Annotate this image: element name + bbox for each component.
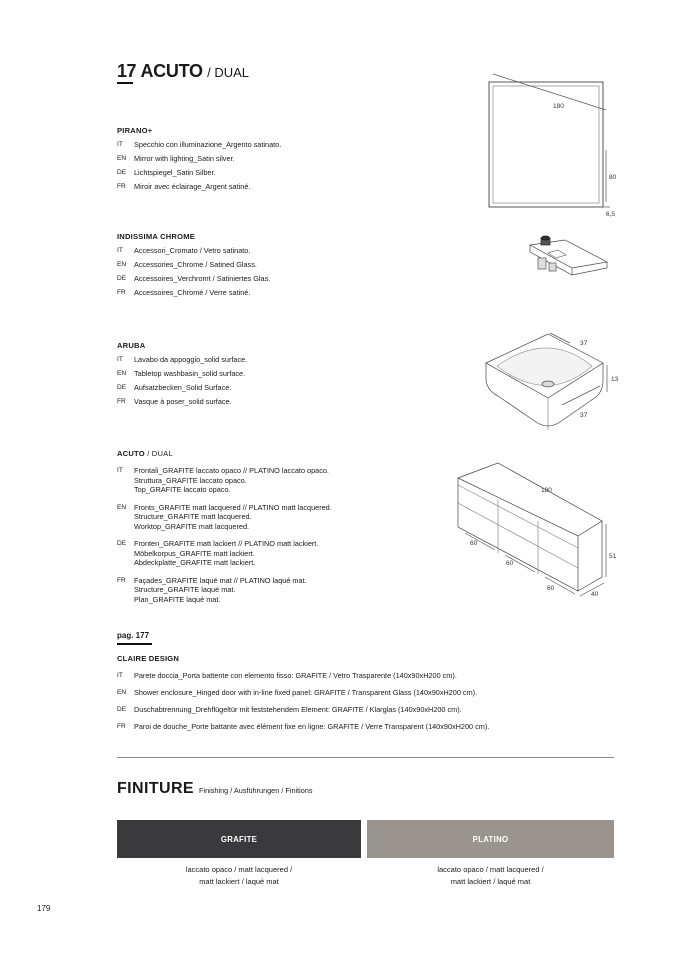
cabinet-top <box>458 463 602 536</box>
swatch-desc-line: laccato opaco / matt lacquered / <box>437 865 544 874</box>
lang-text: Struttura_GRAFITE laccato opaco. <box>134 475 247 485</box>
section-title: CLAIRE DESIGN <box>117 654 180 663</box>
lang-text: Vasque à poser_solid surface. <box>134 397 232 406</box>
lang-text: Duschabtrennung_Drehflügeltür mit feststehendem Element: GRAFITE / Klarglas (140x90xH200 cm). <box>134 705 462 714</box>
page-number: 179 <box>37 904 51 913</box>
lang-text: Lavabo da appoggio_solid surface. <box>134 355 248 364</box>
section-title: PIRANO+ <box>117 126 153 135</box>
lang-text: Worktop_GRAFITE matt lacquered. <box>134 521 250 531</box>
lang-code: FR <box>117 576 126 584</box>
cabinet-drawing <box>458 463 617 598</box>
lang-code: IT <box>117 247 123 254</box>
lang-code: EN <box>117 261 127 268</box>
page-reference[interactable]: pag. 177 <box>117 631 150 640</box>
basin-drain <box>542 381 554 387</box>
lang-code: DE <box>117 384 127 391</box>
page-title-subtitle: / DUAL <box>207 65 250 80</box>
dim-module-2: 60 <box>506 560 514 567</box>
section-title-main: ACUTO <box>117 449 145 458</box>
lang-code: IT <box>117 467 123 474</box>
dim-basin-height: 13 <box>611 376 619 383</box>
lang-text: Frontali_GRAFITE laccato opaco // PLATINO laccato opaco. <box>134 466 329 475</box>
dim-cabinet-depth: 40 <box>591 591 599 598</box>
lang-code: FR <box>117 723 126 730</box>
lang-code: FR <box>117 398 126 405</box>
lang-text: Abdeckplatte_GRAFITE matt lackiert. <box>134 558 256 567</box>
swatch-desc-line: laccato opaco / matt lacquered / <box>185 865 293 874</box>
lang-text: Accessoires_Chromé / Verre satiné. <box>134 288 251 297</box>
lang-text: Specchio con illuminazione_Argento satinato. <box>134 140 282 149</box>
lang-text: Top_GRAFITE laccato opaco. <box>134 485 231 494</box>
swatch-label: GRAFITE <box>220 834 258 844</box>
lang-text: Façades_GRAFITE laqué mat // PLATINO laqué mat. <box>134 575 307 585</box>
lang-text: Accessoires_Verchromt / Satiniertes Glas. <box>134 274 271 283</box>
lang-code: EN <box>117 155 127 162</box>
cabinet-front <box>458 478 578 591</box>
lang-text: Shower enclosure_Hinged door with in-line fixed panel: GRAFITE / Transparent Glass (140x90xH200 cm). <box>134 688 478 697</box>
lang-text: Möbelkorpus_GRAFITE matt lackiert. <box>134 548 255 558</box>
section-title: ARUBA <box>117 341 146 350</box>
lang-text: Miroir avec éclairage_Argent satiné. <box>134 182 251 191</box>
cabinet-line <box>458 503 578 568</box>
mirror-drawing <box>489 74 617 218</box>
dim-cabinet-height: 51 <box>609 553 617 560</box>
lang-text: Accessories_Chrome / Satined Glass. <box>134 260 257 269</box>
lang-code: EN <box>117 370 127 377</box>
dim-mirror-width: 180 <box>553 103 564 110</box>
mirror-outline <box>489 82 603 207</box>
swatch-desc-line: matt lackiert / laqué mat <box>450 877 531 886</box>
glass-holder <box>549 263 556 271</box>
basin-bowl <box>497 348 592 386</box>
cabinet-side <box>578 521 602 591</box>
lang-text: Lichtspiegel_Satin Silber. <box>134 168 216 177</box>
lang-code: DE <box>117 275 127 282</box>
dim-module-3: 60 <box>547 585 555 592</box>
dim-mirror-depth: 6,5 <box>606 211 616 218</box>
swatch-desc-line: matt lackiert / laqué mat <box>199 877 279 886</box>
lang-code: IT <box>117 672 123 679</box>
cabinet-line <box>458 485 578 548</box>
swatch-label: PLATINO <box>472 834 509 844</box>
dim-basin-depth: 37 <box>580 412 588 419</box>
lang-code: DE <box>117 169 127 176</box>
lang-text: Fronten_GRAFITE matt lackiert // PLATINO matt lackiert. <box>134 539 319 548</box>
finiture-heading: FINITURE <box>117 780 194 797</box>
section-title-sub: / DUAL <box>147 449 173 458</box>
lang-text: Paroi de douche_Porte battante avec élément fixe en ligne: GRAFITE / Verre Transparent (140x90xH200 cm). <box>134 722 490 731</box>
glass-tray <box>548 250 566 258</box>
lang-code: IT <box>117 356 123 363</box>
lang-code: IT <box>117 141 123 148</box>
dim-mirror-height: 80 <box>609 174 617 181</box>
lang-code: FR <box>117 183 126 190</box>
section-title: INDISSIMA CHROME <box>117 232 196 241</box>
dim-module-1: 60 <box>470 540 478 547</box>
dispenser-cap <box>542 236 550 240</box>
lang-text: Plan_GRAFITE laqué mat. <box>134 594 221 604</box>
page-title-number: 17 <box>117 61 137 81</box>
lang-text: Structure_GRAFITE laqué mat. <box>134 585 236 594</box>
lang-text: Aufsatzbecken_Solid Surface. <box>134 383 232 392</box>
lang-code: DE <box>117 706 127 713</box>
lang-code: EN <box>117 503 127 511</box>
page-title-name: ACUTO <box>140 61 203 81</box>
dim-line <box>562 386 600 405</box>
lang-code: EN <box>117 689 127 696</box>
basin-drawing <box>486 333 619 430</box>
lang-text: Accessori_Cromato / Vetro satinato. <box>134 246 251 255</box>
lang-code: DE <box>117 540 127 547</box>
glass-holder <box>538 258 546 269</box>
finiture-subheading: Finishing / Ausführungen / Finitions <box>198 786 313 795</box>
dim-line-width <box>493 74 606 110</box>
lang-code: FR <box>117 289 126 296</box>
dim-line <box>550 333 570 343</box>
mirror-inner <box>493 86 599 203</box>
accessory-drawing <box>530 236 607 275</box>
dim-basin-width: 37 <box>580 340 588 347</box>
lang-text: Mirror with lighting_Satin silver. <box>134 154 235 163</box>
lang-text: Tabletop washbasin_solid surface. <box>134 369 246 378</box>
lang-text: Structure_GRAFITE matt lacquered. <box>134 512 252 521</box>
dim-cabinet-width: 180 <box>541 487 552 494</box>
lang-text: Parete doccia_Porta battente con elemento fisso: GRAFITE / Vetro Trasparente (140x90xH200 cm). <box>134 671 457 680</box>
lang-text: Fronts_GRAFITE matt lacquered // PLATINO matt lacquered. <box>134 502 332 512</box>
